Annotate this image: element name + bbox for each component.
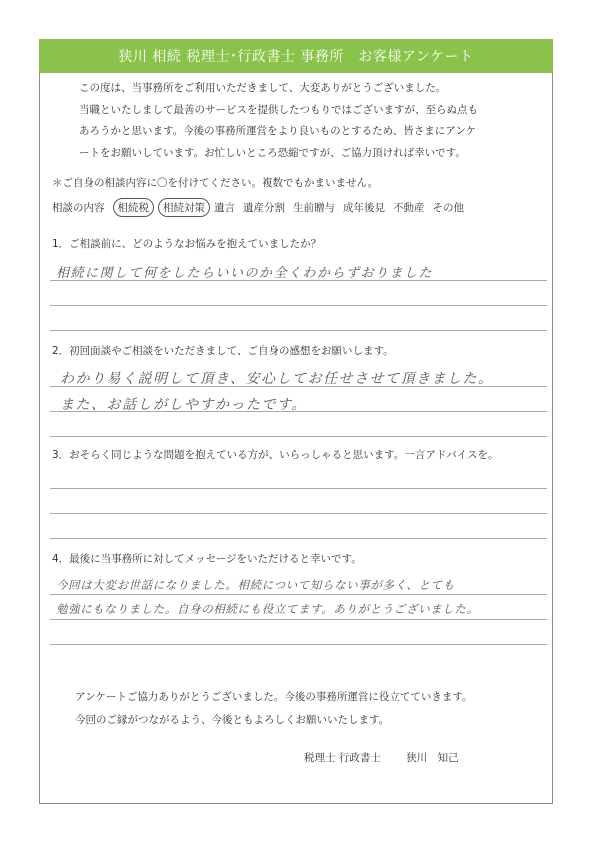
answer-4-line-2: 勉強にもなりました。自身の相続にも役立てます。ありがとうございました。 xyxy=(56,602,479,616)
answer-rule xyxy=(50,330,547,331)
topic-instruction: ＊ご自身の相談内容に〇を付けてください。複数でもかまいません。 xyxy=(52,177,379,189)
topic-option-guardianship[interactable]: 成年後見 xyxy=(343,202,385,214)
answer-rule xyxy=(50,488,547,489)
topic-option-lifetime-gift[interactable]: 生前贈与 xyxy=(293,202,335,214)
answer-rule xyxy=(50,305,547,306)
topic-option-estate-division[interactable]: 遺産分割 xyxy=(243,202,285,214)
signature xyxy=(304,750,459,765)
survey-title: 狭川 相続 税理士･行政書士 事務所 お客様アンケート xyxy=(118,49,474,65)
answer-rule xyxy=(50,513,547,514)
topic-option-inheritance-planning[interactable]: 相続対策 xyxy=(158,198,210,217)
answer-rule xyxy=(50,386,547,387)
question-1: 1．ご相談前に、どのようなお悩みを抱えていましたか？ xyxy=(52,238,322,250)
intro-line: 当職といたしまして最善のサービスを提供したつもりではございますが、至らぬ点も xyxy=(79,103,478,116)
topic-option-other[interactable]: その他 xyxy=(432,202,464,214)
signature-title: 税理士 行政書士 xyxy=(304,752,381,764)
answer-4-line-1: 今回は大変お世話になりました。相続について知らない事が多く、とても xyxy=(56,578,455,592)
closing-line-1: アンケートご協力ありがとうございました。今後の事務所運営に役立てていきます。 xyxy=(75,691,473,703)
intro-line: この度は、当事務所をご利用いただきまして、大変ありがとうございました。 xyxy=(79,82,447,94)
question-4: 4．最後に当事務所に対してメッセージをいただけると幸いです。 xyxy=(52,553,362,565)
answer-rule xyxy=(50,411,547,412)
question-2: 2．初回面談やご相談をいただきまして、ご自身の感想をお願いします。 xyxy=(52,345,394,357)
topic-label: 相談の内容 xyxy=(52,202,105,214)
topic-list xyxy=(52,198,472,217)
topic-option-inheritance-tax[interactable]: 相続税 xyxy=(113,198,155,217)
survey-header xyxy=(39,39,553,73)
intro-text xyxy=(79,78,549,164)
intro-line: ートをお願いしています。お忙しいところ恐縮ですが、ご協力頂ければ幸いです。 xyxy=(79,146,466,159)
answer-rule xyxy=(50,436,547,437)
signature-name: 狭川 知己 xyxy=(406,752,459,764)
answer-rule xyxy=(50,644,547,645)
answer-1-line-1: 相続に関して何をしたらいいのか全くわからずおりました xyxy=(56,266,434,281)
answer-2-line-1: わかり易く説明して頂き、安心してお任せさせて頂きました。 xyxy=(60,371,494,387)
topic-option-will[interactable]: 遺言 xyxy=(214,202,235,214)
answer-rule xyxy=(50,538,547,539)
closing-line-2: 今回のご縁がつながるよう、今後ともよろしくお願いいたします。 xyxy=(75,714,390,726)
answer-rule xyxy=(50,619,547,620)
answer-rule xyxy=(50,280,547,281)
topic-option-real-estate[interactable]: 不動産 xyxy=(393,202,425,214)
answer-rule xyxy=(50,594,547,595)
intro-line: あろうかと思います。今後の事務所運営をより良いものとするため、皆さまにアンケ xyxy=(79,125,477,137)
question-3: 3．おそらく同じような問題を抱えている方が、いらっしゃると思います。一言アドバイスを。 xyxy=(52,449,499,461)
answer-2-line-2: また、お話しがしやすかったです。 xyxy=(60,397,307,413)
